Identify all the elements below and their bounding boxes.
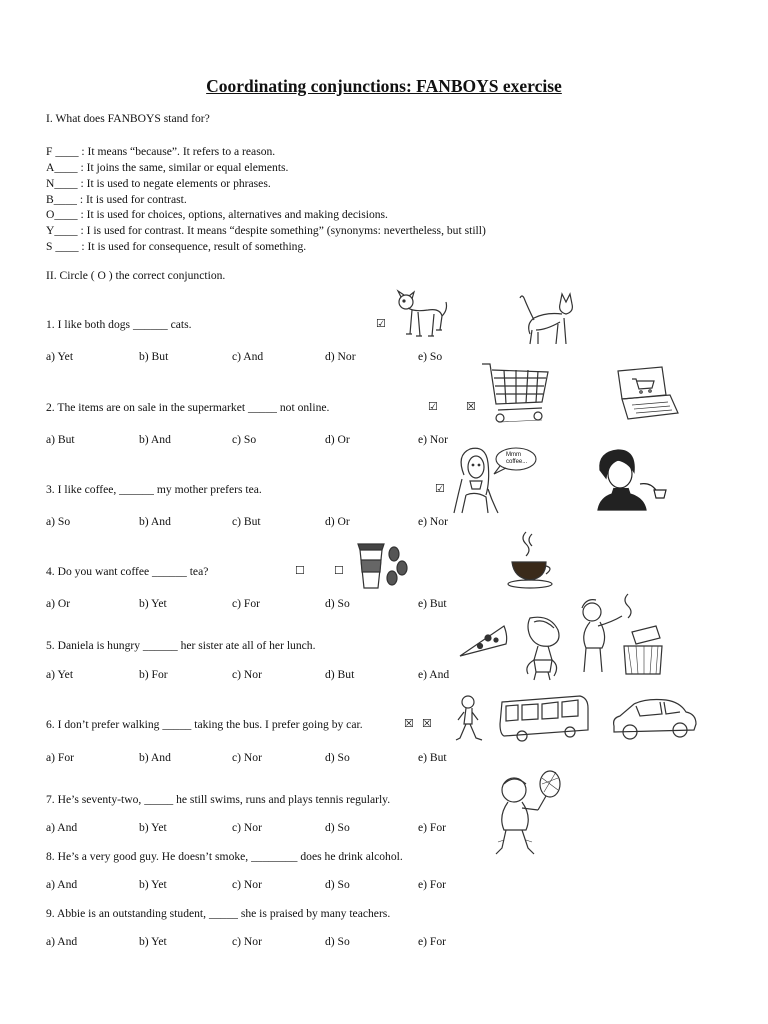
option-c[interactable]: c) But	[232, 515, 261, 528]
option-e[interactable]: e) But	[418, 597, 447, 610]
option-d[interactable]: d) So	[325, 597, 350, 610]
option-a[interactable]: a) And	[46, 878, 78, 891]
option-e[interactable]: e) And	[418, 668, 450, 681]
part2-heading: II. Circle ( O ) the correct conjunction.	[46, 269, 226, 282]
checked-box-icon: ☑	[435, 483, 445, 495]
hungry-girl-icon	[514, 614, 570, 682]
fanboys-line-a: A____ : It joins the same, similar or equal elements.	[46, 161, 289, 174]
option-a[interactable]: a) And	[46, 821, 78, 834]
part1-heading: I. What does FANBOYS stand for?	[46, 112, 210, 125]
option-c[interactable]: c) For	[232, 597, 261, 610]
option-b[interactable]: b) Yet	[139, 821, 167, 834]
question-8-text: 8. He’s a very good guy. He doesn’t smoke, ________ does he drink alcohol.	[46, 850, 403, 863]
option-b[interactable]: b) Yet	[139, 597, 167, 610]
option-e[interactable]: e) But	[418, 751, 447, 764]
empty-box-icon: ☐	[295, 565, 305, 577]
question-6-text: 6. I don’t prefer walking _____ taking the bus. I prefer going by car.	[46, 718, 363, 731]
option-b[interactable]: b) And	[139, 433, 171, 446]
page-title: Coordinating conjunctions: FANBOYS exercise	[206, 76, 562, 96]
shopping-cart-icon	[480, 360, 552, 432]
fanboys-line-n: N____ : It is used to negate elements or phrases.	[46, 177, 271, 190]
crossed-box-icon: ☒	[404, 718, 414, 730]
crossed-box-icon: ☒	[422, 718, 432, 730]
laptop-icon	[612, 365, 680, 423]
checked-box-icon: ☑	[428, 401, 438, 413]
option-c[interactable]: c) So	[232, 433, 257, 446]
fanboys-line-f: F ____ : It means “because”. It refers to a reason.	[46, 145, 276, 158]
speech-bubble-text: Mmm coffee...	[506, 452, 528, 465]
option-d[interactable]: d) So	[325, 935, 350, 948]
option-d[interactable]: d) So	[325, 821, 350, 834]
dog-icon	[394, 290, 450, 344]
option-c[interactable]: c) And	[232, 350, 264, 363]
option-d[interactable]: d) Or	[325, 433, 350, 446]
option-b[interactable]: b) And	[139, 751, 171, 764]
teacup-icon	[506, 530, 554, 590]
fanboys-line-b: B____ : It is used for contrast.	[46, 193, 187, 206]
option-b[interactable]: b) Yet	[139, 878, 167, 891]
walking-boy-icon	[454, 694, 484, 746]
option-b[interactable]: b) But	[139, 350, 169, 363]
fanboys-line-o: O____ : It is used for choices, options, alternatives and making decisions.	[46, 208, 388, 221]
option-b[interactable]: b) And	[139, 515, 171, 528]
option-e[interactable]: e) So	[418, 350, 443, 363]
question-9-text: 9. Abbie is an outstanding student, _____ she is praised by many teachers.	[46, 907, 391, 920]
option-e[interactable]: e) Nor	[418, 515, 448, 528]
option-e[interactable]: e) For	[418, 878, 447, 891]
option-a[interactable]: a) But	[46, 433, 75, 446]
option-e[interactable]: e) For	[418, 821, 447, 834]
fanboys-line-s: S ____ : It is used for consequence, result of something.	[46, 240, 307, 253]
option-a[interactable]: a) So	[46, 515, 71, 528]
question-3-text: 3. I like coffee, ______ my mother prefers tea.	[46, 483, 262, 496]
cat-icon	[516, 290, 578, 346]
option-d[interactable]: d) So	[325, 878, 350, 891]
crossed-box-icon: ☒	[466, 401, 476, 413]
checked-box-icon: ☑	[376, 318, 386, 330]
question-7-text: 7. He’s seventy-two, _____ he still swims, runs and plays tennis regularly.	[46, 793, 391, 806]
option-c[interactable]: c) Nor	[232, 878, 262, 891]
option-e[interactable]: e) Nor	[418, 433, 448, 446]
option-d[interactable]: d) But	[325, 668, 355, 681]
option-b[interactable]: b) Yet	[139, 935, 167, 948]
option-c[interactable]: c) Nor	[232, 668, 262, 681]
option-c[interactable]: c) Nor	[232, 935, 262, 948]
option-a[interactable]: a) And	[46, 935, 78, 948]
option-c[interactable]: c) Nor	[232, 751, 262, 764]
option-a[interactable]: a) Or	[46, 597, 71, 610]
option-a[interactable]: a) Yet	[46, 350, 74, 363]
tennis-player-icon	[492, 768, 564, 864]
option-b[interactable]: b) For	[139, 668, 168, 681]
pizza-slice-icon	[458, 622, 508, 660]
car-icon	[610, 696, 698, 742]
option-c[interactable]: c) Nor	[232, 821, 262, 834]
fanboys-line-y: Y____ : I is used for contrast. It means “despite something” (synonyms: nevertheless, but still)	[46, 224, 486, 237]
woman-tea-icon	[594, 448, 672, 512]
question-2-text: 2. The items are on sale in the supermarket _____ not online.	[46, 401, 330, 414]
bus-icon	[498, 694, 592, 742]
coffee-cup-icon	[354, 540, 410, 590]
option-a[interactable]: a) Yet	[46, 668, 74, 681]
option-d[interactable]: d) So	[325, 751, 350, 764]
option-d[interactable]: d) Or	[325, 515, 350, 528]
empty-box-icon: ☐	[334, 565, 344, 577]
woman-eating-icon	[572, 592, 668, 676]
question-4-text: 4. Do you want coffee ______ tea?	[46, 565, 209, 578]
question-1-text: 1. I like both dogs ______ cats.	[46, 318, 192, 331]
option-e[interactable]: e) For	[418, 935, 447, 948]
option-d[interactable]: d) Nor	[325, 350, 356, 363]
question-5-text: 5. Daniela is hungry ______ her sister ate all of her lunch.	[46, 639, 316, 652]
option-a[interactable]: a) For	[46, 751, 75, 764]
